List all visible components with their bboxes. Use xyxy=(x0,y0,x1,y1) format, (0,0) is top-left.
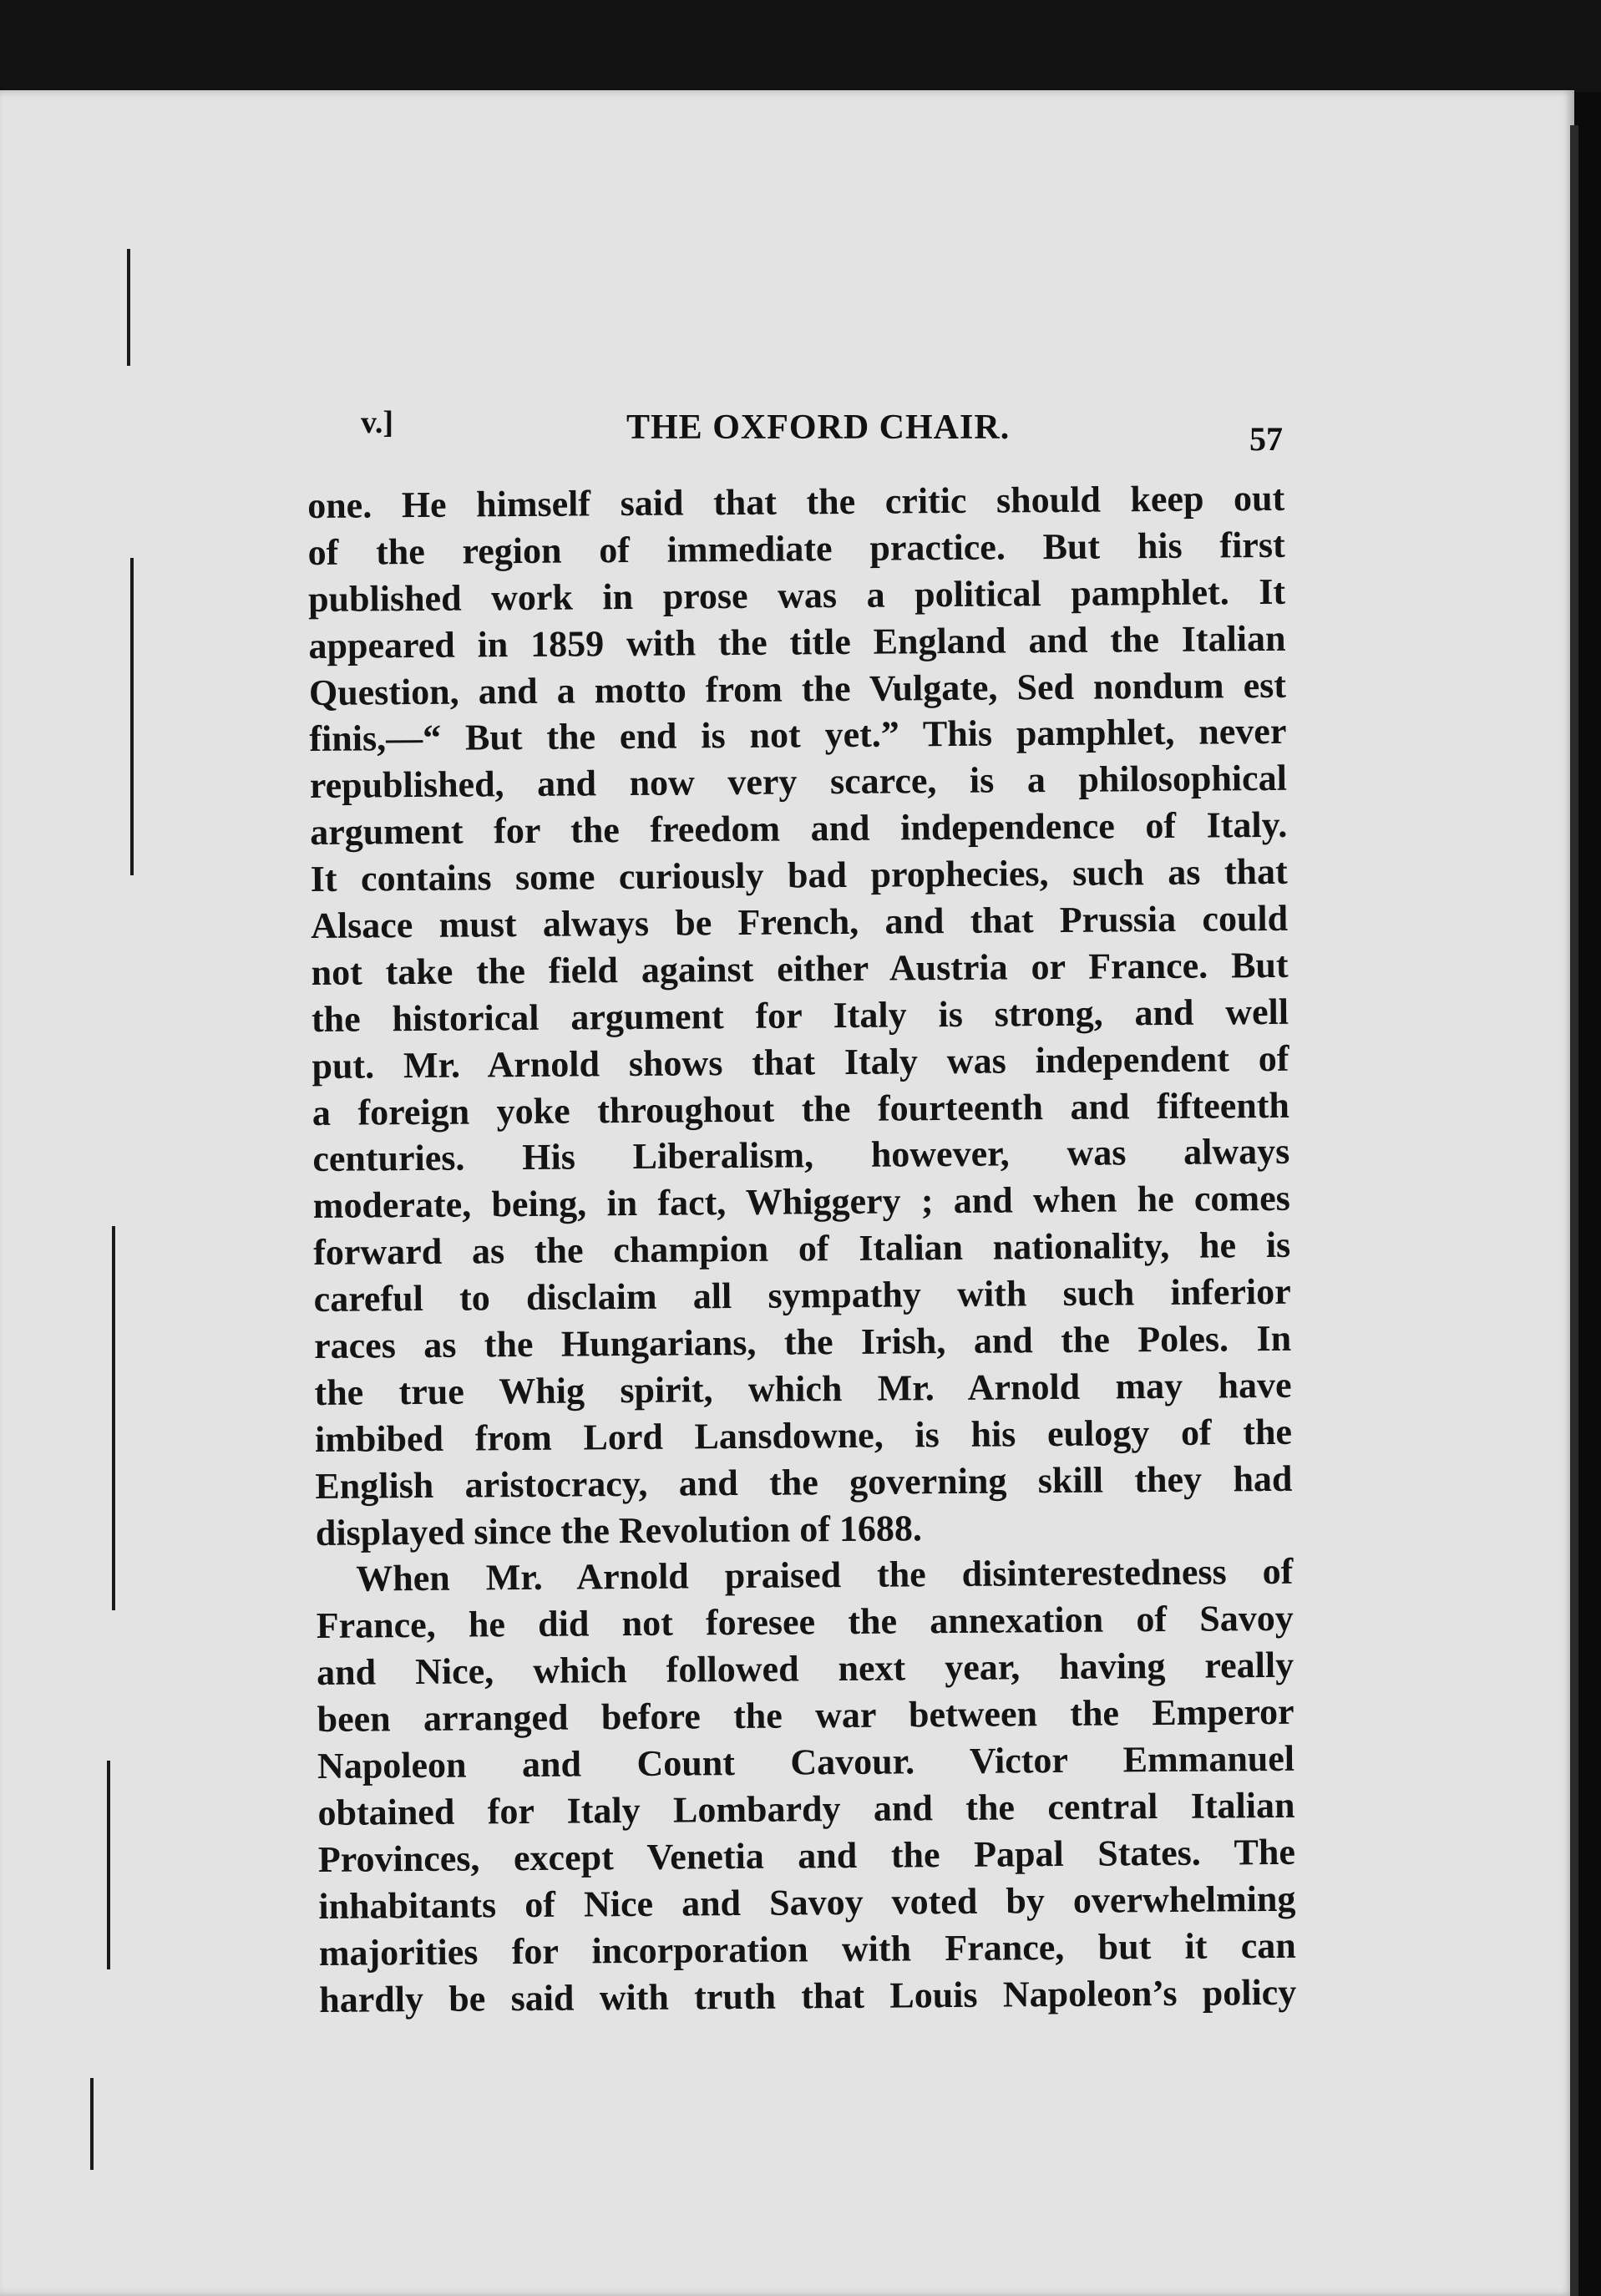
text-line: displayed since the Revolution of 1688. xyxy=(315,1507,923,1553)
paragraph xyxy=(316,1548,1296,2023)
text-line: published work in prose was a political pamphlet. It xyxy=(307,570,1286,620)
page-number: 57 xyxy=(1249,420,1283,458)
text-line: one. He himself said that the critic should keep out xyxy=(307,477,1285,526)
text-line: a foreign yoke throughout the fourteenth and fifteenth xyxy=(312,1084,1290,1133)
text-line: forward as the champion of Italian nationality, he is xyxy=(313,1224,1291,1274)
paragraph xyxy=(307,475,1293,1557)
text-line: Question, and a motto from the Vulgate, Sed nondum est xyxy=(308,664,1287,713)
text-line: moderate, being, in fact, Whiggery ; and when he comes xyxy=(312,1178,1290,1227)
gutter-shadow-line xyxy=(112,1226,115,1610)
text-line: Alsace must always be French, and that Prussia could xyxy=(310,897,1289,946)
running-title: THE OXFORD CHAIR. xyxy=(626,408,1011,447)
text-line: majorities for incorporation with France, but it can xyxy=(318,1924,1296,1974)
text-line: and Nice, which followed next year, having really xyxy=(316,1645,1294,1694)
text-line: finis,—“ But the end is not yet.” This pamphlet, never xyxy=(309,711,1287,760)
text-line: not take the field against either Austria or France. But xyxy=(311,944,1289,993)
text-line: put. Mr. Arnold shows that Italy was independent of xyxy=(312,1037,1289,1087)
text-line: republished, and now very scarce, is a philosophical xyxy=(309,758,1288,807)
gutter-shadow-line xyxy=(127,249,130,366)
text-line: Provinces, except Venetia and the Papal States. The xyxy=(317,1831,1296,1880)
book-page xyxy=(0,90,1574,2296)
body-text xyxy=(307,475,1296,2024)
page-edge-shadow xyxy=(1570,125,1578,2296)
text-line: races as the Hungarians, the Irish, and the Poles. In xyxy=(313,1317,1292,1366)
text-line: obtained for Italy Lombardy and the central Italian xyxy=(317,1784,1295,1833)
text-line: careful to disclaim all sympathy with such inferior xyxy=(313,1270,1291,1320)
text-line: been arranged before the war between the Emperor xyxy=(317,1690,1294,1741)
chapter-marker: v.] xyxy=(361,405,394,440)
gutter-shadow-line xyxy=(90,2078,94,2170)
text-line: appeared in 1859 with the title England and the Italian xyxy=(308,617,1286,666)
text-line: Napoleon and Count Cavour. Victor Emmanuel xyxy=(317,1737,1295,1787)
text-line: centuries. His Liberalism, however, was always xyxy=(312,1131,1290,1180)
text-line: It contains some curiously bad prophecies, such as that xyxy=(310,850,1288,900)
text-line: inhabitants of Nice and Savoy voted by overwhelming xyxy=(318,1878,1296,1927)
text-line: hardly be said with truth that Louis Napoleon’s policy xyxy=(319,1971,1297,2020)
scan-top-margin xyxy=(0,0,1601,92)
gutter-shadow-line xyxy=(130,558,134,875)
text-line: of the region of immediate practice. But his first xyxy=(307,524,1285,573)
gutter-shadow-line xyxy=(107,1761,110,1969)
text-line: imbibed from Lord Lansdowne, is his eulogy of the xyxy=(314,1411,1293,1460)
text-line: argument for the freedom and independence of Italy. xyxy=(310,804,1288,854)
running-header xyxy=(354,401,1288,459)
text-line: English aristocracy, and the governing skill they had xyxy=(315,1457,1293,1507)
text-line: the true Whig spirit, which Mr. Arnold may have xyxy=(314,1364,1292,1413)
text-line: France, he did not foresee the annexation of Savoy xyxy=(316,1598,1294,1647)
text-line: When Mr. Arnold praised the disinterestedness of xyxy=(356,1551,1294,1600)
text-line: the historical argument for Italy is strong, and well xyxy=(311,991,1289,1040)
